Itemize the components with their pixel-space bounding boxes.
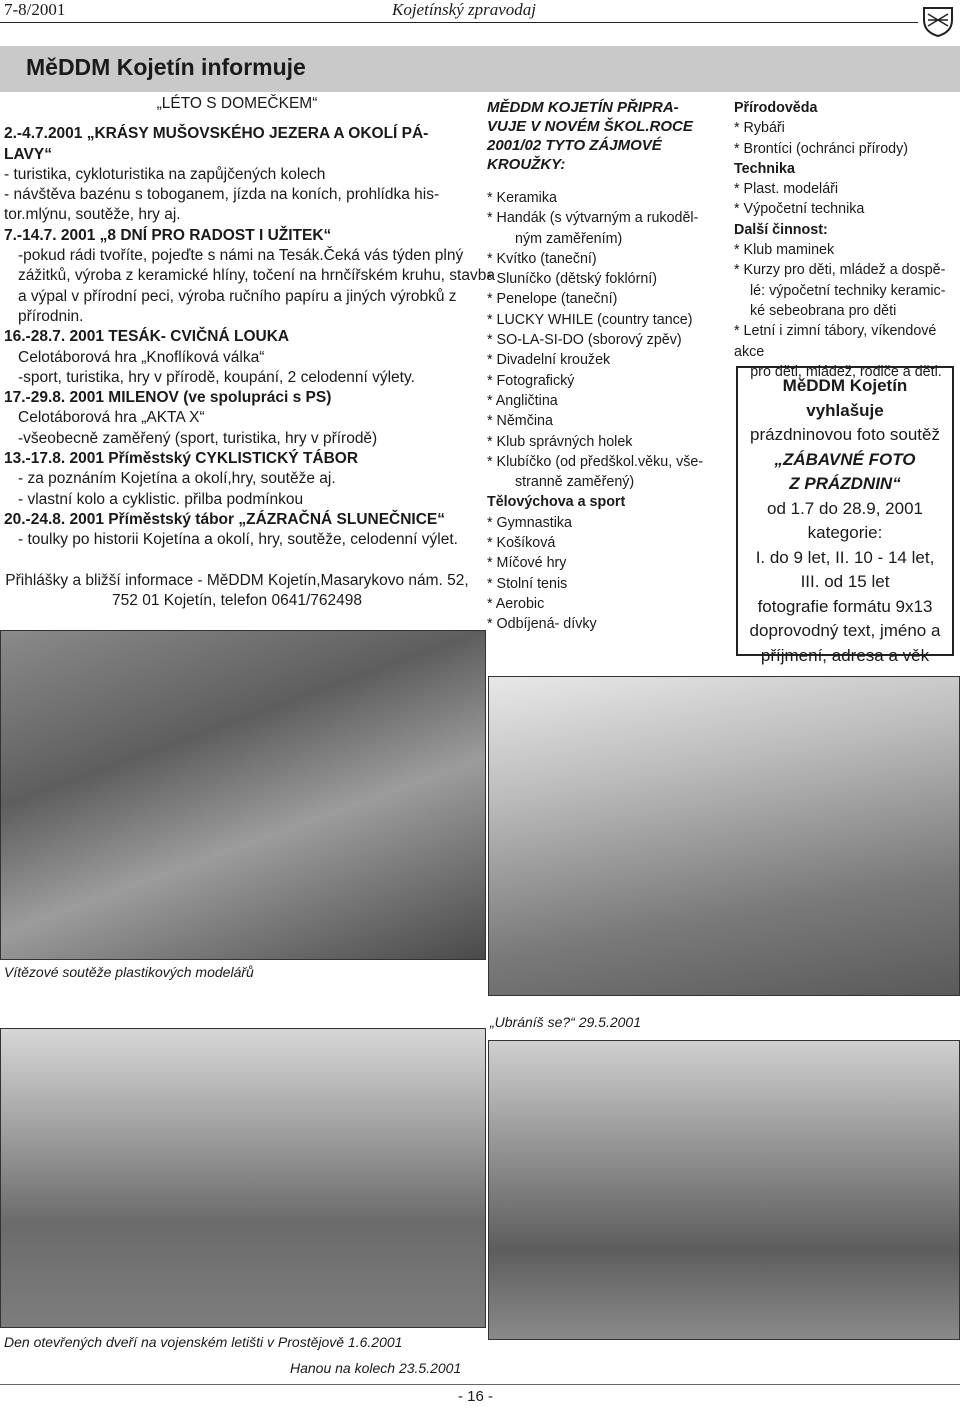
text-line: - turistika, cykloturistika na zapůjčených kolech bbox=[4, 165, 326, 183]
contest-requirements-2: příjmení, adresa a věk bbox=[760, 645, 930, 665]
text-line: LAVY“ bbox=[4, 145, 52, 163]
photo-self-defense bbox=[488, 676, 960, 996]
text-line: * Klub maminek bbox=[734, 242, 835, 259]
clubs-list-2 bbox=[734, 98, 958, 382]
clubs-list bbox=[487, 188, 719, 635]
text-line: -všeobecně zaměřený (sport, turistika, hry v přírodě) bbox=[18, 429, 378, 447]
contest-dates: od 1.7 do 28.9, 2001 bbox=[767, 498, 923, 518]
text-line: tor.mlýnu, soutěže, hry aj. bbox=[4, 206, 181, 224]
text-line: * SO-LA-SI-DO (sborový zpěv) bbox=[487, 332, 682, 349]
text-line: Technika bbox=[734, 160, 795, 177]
contest-requirements-1: doprovodný text, jméno a bbox=[749, 621, 941, 640]
crest-icon bbox=[920, 2, 956, 38]
text-line: * Divadelní kroužek bbox=[487, 352, 611, 369]
text-line: ným zaměřením) bbox=[515, 230, 623, 247]
clubs-heading-line: VUJE V NOVÉM ŠKOL.ROCE bbox=[487, 118, 693, 135]
text-line: * Sluníčko (dětský foklórní) bbox=[487, 271, 658, 288]
text-line: * Výpočetní technika bbox=[734, 201, 865, 218]
text-line: * Gymnastika bbox=[487, 514, 573, 531]
summer-lines bbox=[4, 124, 495, 550]
text-line: * Aerobic bbox=[487, 595, 545, 612]
photo-contest-box bbox=[736, 366, 954, 665]
text-line: Celotáborová hra „AKTA X“ bbox=[18, 409, 205, 427]
publication-title: Kojetínský zpravodaj bbox=[392, 0, 537, 19]
text-line: 13.-17.8. 2001 Příměstský CYKLISTICKÝ TÁBOR bbox=[4, 450, 359, 468]
text-line: * Angličtina bbox=[487, 392, 558, 409]
text-line: * Klub správných holek bbox=[487, 433, 633, 450]
text-line: 2.-4.7.2001 „KRÁSY MUŠOVSKÉHO JEZERA A OKOLÍ PÁ- bbox=[4, 125, 429, 143]
text-line: * Rybáři bbox=[734, 120, 785, 137]
text-line: * Keramika bbox=[487, 190, 557, 206]
caption-photo-1: Vítězové soutěže plastikových modelářů bbox=[4, 964, 254, 980]
text-line: * Handák (s výtvarným a rukoděl- bbox=[487, 210, 699, 227]
text-line: * Košíková bbox=[487, 535, 556, 552]
text-line: * Odbíjená- dívky bbox=[487, 616, 597, 633]
text-line: * Němčina bbox=[487, 413, 553, 430]
issue-number: 7-8/2001 bbox=[4, 0, 66, 19]
caption-photo-4: Hanou na kolech 23.5.2001 bbox=[290, 1360, 462, 1376]
text-line: * Penelope (taneční) bbox=[487, 291, 618, 308]
clubs-heading-line: KROUŽKY: bbox=[487, 156, 566, 173]
summer-camps-column bbox=[4, 94, 495, 611]
text-line: 17.-29.8. 2001 MILENOV (ve spolupráci s PS) bbox=[4, 389, 332, 407]
text-line: Přírodověda bbox=[734, 100, 818, 116]
footer-rule bbox=[0, 1384, 960, 1385]
text-line: - návštěva bazénu s toboganem, jízda na koních, prohlídka his- bbox=[4, 186, 440, 204]
contest-organizer: MěDDM Kojetín bbox=[782, 376, 908, 395]
text-line: ké sebeobrana pro děti bbox=[750, 302, 897, 319]
summer-title: „LÉTO S DOMEČKEM“ bbox=[156, 95, 318, 112]
contest-announces: vyhlašuje bbox=[806, 400, 884, 420]
text-line: * Letní i zimní tábory, víkendové akce bbox=[734, 323, 937, 360]
clubs-heading bbox=[487, 98, 719, 174]
text-line: a výpal v přírodní peci, výroba ručního papíru a jiných výrobků z bbox=[18, 287, 457, 305]
contest-type: prázdninovou foto soutěž bbox=[750, 425, 940, 444]
text-line: -pokud rádi tvoříte, pojeďte s námi na Tesák.Čeká vás týden plný bbox=[18, 247, 464, 265]
text-line: -sport, turistika, hry v přírodě, koupání, 2 celodenní výlety. bbox=[18, 368, 415, 386]
text-line: 7.-14.7. 2001 „8 DNÍ PRO RADOST I UŽITEK“ bbox=[4, 226, 332, 244]
contest-title-2: Z PRÁZDNIN“ bbox=[789, 474, 901, 493]
text-line: Tělovýchova a sport bbox=[487, 494, 626, 511]
text-line: stranně zaměřený) bbox=[515, 474, 635, 491]
text-line: * Klubíčko (od předškol.věku, vše- bbox=[487, 453, 704, 470]
clubs-column-2 bbox=[734, 98, 958, 382]
clubs-heading-line: MĚDDM KOJETÍN PŘIPRA- bbox=[487, 99, 679, 116]
text-line: zážitků, výroba z keramické hlíny, točení na hrnčířském kruhu, stavba bbox=[18, 267, 495, 285]
caption-photo-3: Den otevřených dveří na vojenském letišti v Prostějově 1.6.2001 bbox=[4, 1334, 403, 1350]
text-line: * LUCKY WHILE (country tance) bbox=[487, 311, 693, 328]
text-line: * Kvítko (taneční) bbox=[487, 250, 597, 267]
text-line: Celotáborová hra „Knoflíková válka“ bbox=[18, 348, 265, 366]
photo-model-winners bbox=[0, 630, 486, 960]
text-line: - toulky po historii Kojetína a okolí, hry, soutěže, celodenní výlet. bbox=[18, 531, 458, 549]
text-line: * Plast. modeláři bbox=[734, 181, 839, 198]
caption-photo-2: „Ubráníš se?“ 29.5.2001 bbox=[490, 1014, 641, 1030]
text-line: Další činnost: bbox=[734, 221, 828, 238]
text-line: * Fotografický bbox=[487, 372, 575, 389]
clubs-column bbox=[487, 98, 719, 635]
text-line: * Kurzy pro děti, mládež a dospě- bbox=[734, 262, 946, 279]
photo-airbase-open-day bbox=[0, 1028, 486, 1328]
registration-line-2: 752 01 Kojetín, telefon 0641/762498 bbox=[112, 591, 362, 609]
contest-title-1: „ZÁBAVNÉ FOTO bbox=[774, 449, 916, 469]
text-line: - vlastní kolo a cyklistic. přilba podmínkou bbox=[18, 490, 304, 508]
header-rule bbox=[0, 22, 918, 23]
text-line: * Stolní tenis bbox=[487, 575, 568, 592]
contest-categories-1: I. do 9 let, II. 10 - 14 let, bbox=[755, 547, 935, 567]
clubs-heading-line: 2001/02 TYTO ZÁJMOVÉ bbox=[487, 137, 662, 154]
text-line: 20.-24.8. 2001 Příměstský tábor „ZÁZRAČNÁ SLUNEČNICE“ bbox=[4, 510, 446, 528]
contest-categories-label: kategorie: bbox=[807, 523, 883, 542]
page-number: - 16 - bbox=[458, 1388, 494, 1405]
text-line: přírodnin. bbox=[18, 307, 84, 325]
photo-cycling bbox=[488, 1040, 960, 1340]
registration-line-1: Přihlášky a bližší informace - MěDDM Kojetín,Masarykovo nám. 52, bbox=[5, 571, 469, 589]
section-title: MěDDM Kojetín informuje bbox=[26, 54, 306, 80]
text-line: - za poznáním Kojetína a okolí,hry, soutěže aj. bbox=[18, 470, 336, 488]
text-line: * Brontíci (ochránci přírody) bbox=[734, 140, 909, 157]
text-line: 16.-28.7. 2001 TESÁK- CVIČNÁ LOUKA bbox=[4, 328, 290, 346]
text-line: pro děti, mládež, rodiče a děti. bbox=[750, 363, 942, 380]
contest-categories-2: III. od 15 let bbox=[800, 572, 890, 591]
text-line: * Míčové hry bbox=[487, 555, 567, 572]
text-line: lé: výpočetní techniky keramic- bbox=[750, 282, 946, 299]
contest-format: fotografie formátu 9x13 bbox=[757, 596, 933, 616]
